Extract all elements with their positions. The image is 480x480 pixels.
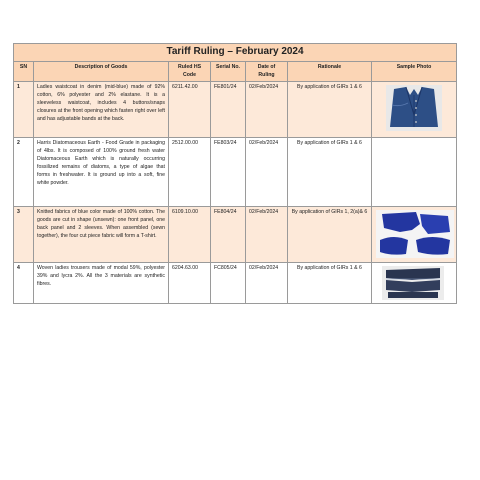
cell-rationale: By application of GIRs 1 & 6 (288, 138, 372, 207)
cell-description: Woven ladies trousers made of modal 59%, polyester 39% and lycra 2%. All the 3 materials are synthetic fibres. (34, 263, 169, 304)
table-header-row (14, 62, 457, 82)
waistcoat-image (386, 85, 442, 131)
cell-hs-code: 2512.00.00 (169, 138, 211, 207)
cell-sn: 4 (14, 263, 34, 304)
cell-serial: FE801/24 (211, 82, 246, 138)
cell-sn: 2 (14, 138, 34, 207)
cell-date: 02/Feb/2024 (246, 207, 288, 263)
cell-rationale: By application of GIRs 1 & 6 (288, 82, 372, 138)
cell-rationale: By application of GIRs 1, 2(a)& 6 (288, 207, 372, 263)
cell-sn: 1 (14, 82, 34, 138)
header-serial: Serial No. (211, 62, 246, 82)
sample-photo-fabric (372, 207, 457, 263)
table-row (14, 138, 457, 207)
cell-hs-code: 6211.42.00 (169, 82, 211, 138)
tariff-ruling-table (13, 43, 457, 304)
cell-description: Harris Diatomaceous Earth - Food Grade in packaging of 4lbs. It is composed of 100% ground fresh water Diatomaceous Earth which is naturally occurring fossilized remains of diatoms, a type of algae that forms in freshwater. It is ground up into a soft, fine white powder. (34, 138, 169, 207)
header-photo: Sample Photo (372, 62, 457, 82)
table-row (14, 207, 457, 263)
header-description: Description of Goods (34, 62, 169, 82)
header-date: Date of Ruling (246, 62, 288, 82)
trousers-image (382, 266, 444, 300)
cell-date: 02/Feb/2024 (246, 263, 288, 304)
cell-serial: FE804/24 (211, 207, 246, 263)
cell-description: Ladies waistcoat in denim (mid-blue) made of 92% cotton, 6% polyester and 2% elastane. It is a sleeveless waistcoat, includes 4 buttons/snaps closures at the front opening which fasten right over left and has adjustable bands at the back. (34, 82, 169, 138)
cell-serial: FC805/24 (211, 263, 246, 304)
page-title: Tariff Ruling – February 2024 (14, 44, 457, 62)
cell-date: 02/Feb/2024 (246, 138, 288, 207)
table-row (14, 263, 457, 304)
cell-hs-code: 6109.10.00 (169, 207, 211, 263)
header-rationale: Rationale (288, 62, 372, 82)
sample-photo-empty (372, 138, 457, 207)
header-sn: SN (14, 62, 34, 82)
cell-date: 02/Feb/2024 (246, 82, 288, 138)
cell-sn: 3 (14, 207, 34, 263)
cell-rationale: By application of GIRs 1 & 6 (288, 263, 372, 304)
cell-hs-code: 6204.63.00 (169, 263, 211, 304)
sample-photo-trousers (372, 263, 457, 304)
sample-photo-waistcoat (372, 82, 457, 138)
header-hs-code: Ruled HS Code (169, 62, 211, 82)
cell-serial: FE803/24 (211, 138, 246, 207)
fabric-pieces-image (376, 210, 454, 258)
cell-description: Knitted fabrics of blue color made of 100% cotton. The goods are cut in shape (unsewn): one front panel, one back panel and 2 sleeves. When assembled (sewn together), the four cut piece fabric will form a T-shirt. (34, 207, 169, 263)
table-row (14, 82, 457, 138)
